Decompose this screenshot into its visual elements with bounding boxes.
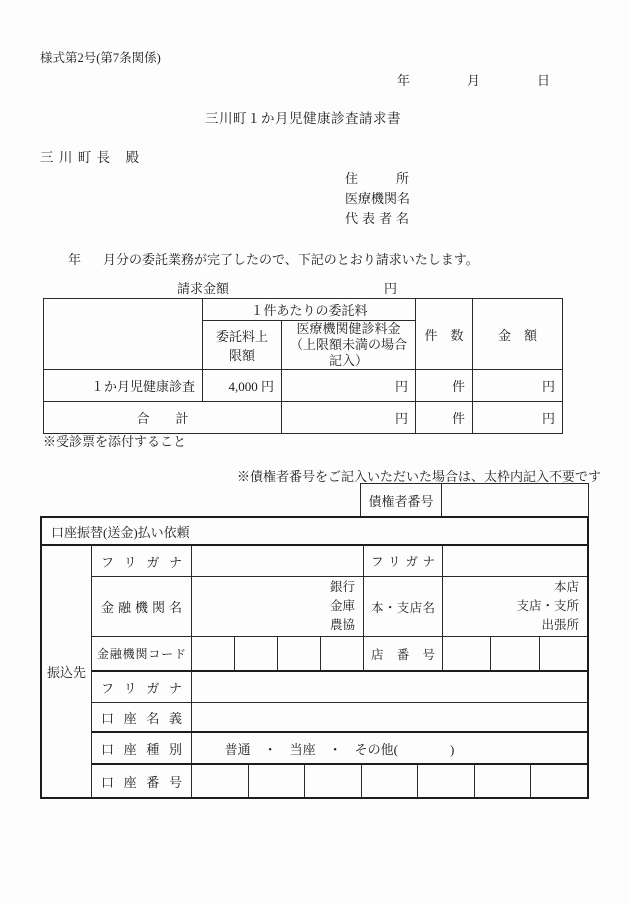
fee-total-amount-unit: 円 <box>473 402 563 434</box>
branch-furigana-label <box>363 546 442 576</box>
bank-name-row <box>92 577 587 637</box>
sender-block <box>345 169 409 229</box>
fee-medfee-header-line2: （上限額未満の場合記入） <box>289 337 407 368</box>
bank-furigana-label <box>92 546 191 576</box>
bank-name-label <box>92 577 191 636</box>
account-no-cell <box>417 765 474 797</box>
fee-blank-header-cell <box>44 299 203 370</box>
date-day-label: 日 <box>537 73 551 88</box>
transfer-body <box>42 546 587 797</box>
fee-cap-header: 委託料上限額 <box>203 321 282 370</box>
branch-no-cell <box>539 637 587 670</box>
fee-cap-value: 4,000 円 <box>203 370 282 402</box>
fee-total-medfee-unit: 円 <box>282 402 416 434</box>
account-no-row <box>92 765 587 797</box>
fee-total-row <box>44 402 563 434</box>
account-name-label-text: 口 座 名 義 <box>101 710 182 726</box>
claim-amount-line <box>177 279 401 299</box>
account-type-label-text: 口 座 種 別 <box>101 741 182 757</box>
branch-furigana-label-text: フ リ ガ ナ <box>371 555 435 569</box>
sender-representative-label: 代 表 者 名 <box>345 211 409 226</box>
transfer-title: 口座振替(送金)払い依頼 <box>42 518 587 546</box>
branch-no-cell <box>490 637 538 670</box>
branch-no-label <box>363 637 442 670</box>
sender-address-label: 住 所 <box>345 171 409 186</box>
bank-name-label-text: 金 融 機 関 名 <box>101 600 182 615</box>
account-name-input <box>191 703 587 731</box>
creditor-number-label: 債権者番号 <box>361 484 442 516</box>
bank-name-input <box>191 577 363 636</box>
bank-code-cell <box>320 637 363 670</box>
bank-type-bank: 銀行 <box>329 580 355 594</box>
fee-data-row <box>44 370 563 402</box>
branch-name-input <box>442 577 587 636</box>
account-no-cell <box>361 765 418 797</box>
bank-code-row <box>92 637 587 672</box>
branch-no-label-text: 店 番 号 <box>371 647 435 662</box>
statement-body: 月分の委託業務が完了したので、下記のとおり請求いたします。 <box>103 252 479 267</box>
account-no-cell <box>248 765 305 797</box>
page-title: 三川町１か月児健康診査請求書 <box>205 111 401 126</box>
account-no-label <box>92 765 191 797</box>
account-furigana-label <box>92 672 191 702</box>
fee-medfee-header <box>282 321 416 370</box>
bank-furigana-row <box>92 546 587 577</box>
branch-type-shiten: 支店・支所 <box>516 599 579 613</box>
statement-year: 年 <box>68 252 82 267</box>
creditor-number-box <box>360 483 589 516</box>
account-name-row <box>92 703 587 733</box>
branch-type-honten: 本店 <box>553 580 579 594</box>
fee-total-count-unit: 件 <box>416 402 473 434</box>
branch-type-shuchojo: 出張所 <box>541 618 579 632</box>
transfer-table <box>40 516 589 799</box>
creditor-number-value <box>442 484 588 516</box>
account-no-cell <box>304 765 361 797</box>
fee-header-row-1 <box>44 299 563 321</box>
date-year-label: 年 <box>397 73 411 88</box>
addressee: 三 川 町 長 殿 <box>40 150 141 165</box>
claim-amount-unit: 円 <box>383 281 397 296</box>
form-number: 様式第2号(第7条関係) <box>40 51 161 65</box>
fee-total-label: 合 計 <box>44 402 282 434</box>
account-type-options: 普通 ・ 当座 ・ その他( ) <box>191 733 587 763</box>
bank-code-cell <box>234 637 277 670</box>
transfer-side-label: 振込先 <box>42 546 92 797</box>
fee-amount-header: 金 額 <box>473 299 563 370</box>
fee-count-header: 件 数 <box>416 299 473 370</box>
note-attach: ※受診票を添付すること <box>43 434 187 449</box>
account-no-label-text: 口 座 番 号 <box>101 774 182 790</box>
transfer-main <box>92 546 587 797</box>
branch-no-cell <box>442 637 490 670</box>
fee-medfee-header-line1: 医療機関健診料金 <box>296 321 401 336</box>
branch-name-label <box>363 577 442 636</box>
account-furigana-input <box>191 672 587 702</box>
fee-count-unit: 件 <box>416 370 473 402</box>
sender-org-label: 医療機関名 <box>345 191 411 206</box>
bank-code-label <box>92 637 191 670</box>
bank-code-label-text: 金融機関コード <box>97 647 186 661</box>
note-creditor: ※債権者番号をご記入いただいた場合は、太枠内記入不要です <box>237 469 602 484</box>
branch-furigana-input <box>442 546 587 576</box>
fee-medfee-unit: 円 <box>282 370 416 402</box>
fee-table <box>43 298 563 434</box>
account-type-row <box>92 733 587 765</box>
account-no-cell <box>530 765 587 797</box>
bank-type-nokyo: 農協 <box>329 618 355 632</box>
fee-per-case-header: １件あたりの委託料 <box>203 299 416 321</box>
account-type-label <box>92 733 191 763</box>
account-furigana-label-text: フ リ ガ ナ <box>101 680 182 696</box>
bank-furigana-input <box>191 546 363 576</box>
account-no-cell <box>474 765 531 797</box>
branch-name-label-text: 本・支店名 <box>371 600 435 615</box>
bank-furigana-label-text: フ リ ガ ナ <box>101 554 182 570</box>
claim-amount-label: 請求金額 <box>177 281 230 296</box>
bank-type-shinkin: 金庫 <box>329 599 355 613</box>
fee-amount-unit: 円 <box>473 370 563 402</box>
account-furigana-row <box>92 672 587 703</box>
fee-row-label: １か月児健康診査 <box>44 370 203 402</box>
bank-code-cell <box>191 637 234 670</box>
date-month-label: 月 <box>467 73 481 88</box>
bank-code-cell <box>277 637 320 670</box>
account-no-cell <box>191 765 248 797</box>
account-name-label <box>92 703 191 731</box>
